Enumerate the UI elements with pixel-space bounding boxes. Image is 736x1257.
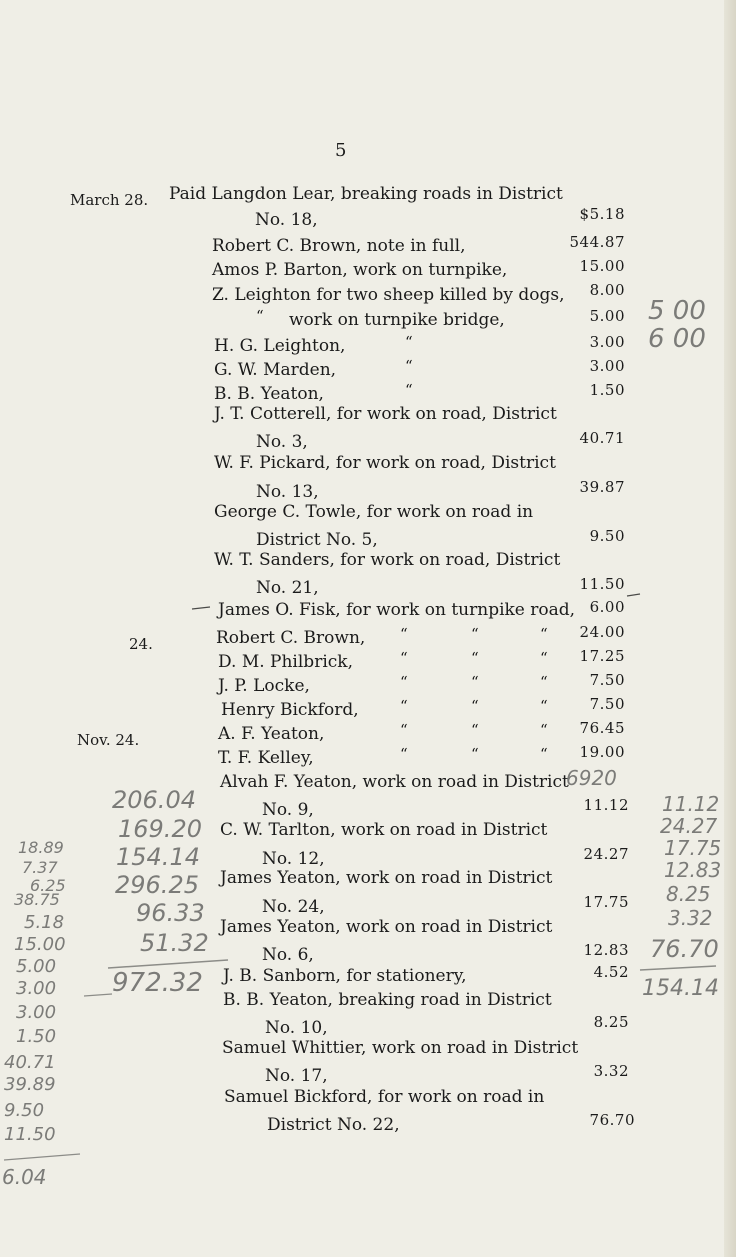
handwritten-margin: 3.32 [668, 906, 713, 930]
ditto-mark: “ [540, 745, 548, 763]
entry-text: Alvah F. Yeaton, work on road in District [220, 772, 569, 792]
ditto-mark: “ [471, 649, 479, 667]
entry-date: 24. [129, 635, 153, 653]
ditto-mark: “ [540, 721, 548, 739]
entry-continuation: No. 10, [265, 1018, 328, 1038]
entry-continuation: No. 13, [256, 482, 319, 502]
entry-amount: 40.71 [579, 429, 625, 447]
handwritten-margin: 3.00 [16, 978, 57, 999]
entry-amount: 3.00 [589, 357, 625, 375]
ditto-mark: “ [540, 697, 548, 715]
entry-amount: 76.45 [579, 719, 625, 737]
entry-continuation: District No. 22, [267, 1115, 400, 1135]
entry-amount: 11.12 [583, 796, 629, 814]
entry-text: James Yeaton, work on road in District [220, 917, 553, 937]
ditto-mark: “ [400, 649, 408, 667]
handwritten-sum: 169.20 [118, 815, 202, 843]
entry-amount: 8.00 [589, 281, 625, 299]
entry-text: Robert C. Brown, [216, 628, 366, 648]
entry-amount: 1.50 [589, 381, 625, 399]
ditto-mark: “ [471, 745, 479, 763]
ditto-mark: “ [400, 697, 408, 715]
entry-text: J. T. Cotterell, for work on road, District [214, 404, 557, 424]
ditto-mark: “ [471, 673, 479, 691]
handwritten-margin: 76.70 [650, 935, 719, 963]
entry-text: Robert C. Brown, note in full, [212, 236, 466, 256]
entry-continuation: No. 3, [256, 432, 308, 452]
payee-description: Langdon Lear, breaking roads in District [211, 184, 563, 204]
entry-amount: 17.25 [579, 647, 625, 665]
entry-continuation: No. 24, [262, 897, 325, 917]
handwritten-margin: 15.00 [14, 934, 66, 955]
handwritten-margin: 1.50 [16, 1026, 57, 1047]
entry-amount: 19.00 [579, 743, 625, 761]
entry-text: H. G. Leighton, [214, 336, 346, 356]
entry-amount: $5.18 [579, 205, 625, 223]
entry-text: Z. Leighton for two sheep killed by dogs, [212, 285, 565, 305]
entry-amount: 5.00 [589, 307, 625, 325]
ditto-mark: “ [400, 673, 408, 691]
ditto-mark: “ [405, 357, 413, 375]
pencil-tick [192, 607, 210, 609]
ditto-mark: “ [405, 333, 413, 351]
ditto-mark: “ [400, 745, 408, 763]
handwritten-margin: 39.89 [4, 1074, 56, 1095]
entry-amount: 3.32 [593, 1062, 629, 1080]
ditto-mark: “ [471, 721, 479, 739]
entry-text: B. B. Yeaton, [214, 384, 324, 404]
handwritten-margin: 6.25 [30, 876, 66, 895]
handwritten-sum: 96.33 [136, 899, 205, 927]
handwritten-margin: 8.25 [666, 882, 711, 906]
entry-continuation: No. 6, [262, 945, 314, 965]
entry-continuation: No. 17, [265, 1066, 328, 1086]
paid-label: Paid [169, 184, 207, 204]
entry-text: Samuel Whittier, work on road in District [222, 1038, 579, 1058]
handwritten-margin: 5.18 [24, 912, 65, 933]
handwritten-margin: 9.50 [4, 1100, 45, 1121]
entry-text: A. F. Yeaton, [218, 724, 325, 744]
entry-amount: 39.87 [579, 478, 625, 496]
entry-text: work on turnpike bridge, [289, 310, 505, 330]
entry-text: W. F. Pickard, for work on road, District [214, 453, 556, 473]
entry-amount: 9.50 [589, 527, 625, 545]
entry-text: B. B. Yeaton, breaking road in District [223, 990, 552, 1010]
entry-text: T. F. Kelley, [218, 748, 314, 768]
handwritten-total: 972.32 [112, 968, 203, 998]
entry-amount: 8.25 [593, 1013, 629, 1031]
pencil-tick [627, 594, 640, 596]
handwritten-sum: 154.14 [116, 843, 200, 871]
handwritten-margin: 40.71 [4, 1052, 56, 1073]
handwritten-note: 6 00 [648, 324, 706, 354]
entry-text: W. T. Sanders, for work on road, District [214, 550, 561, 570]
handwritten-note: 5 00 [648, 296, 706, 326]
handwritten-margin: 12.83 [664, 858, 722, 882]
entry-amount: 12.83 [583, 941, 629, 959]
entry-text: G. W. Marden, [214, 360, 337, 380]
pencil-underline [84, 994, 112, 996]
handwritten-margin: 24.27 [660, 814, 718, 838]
handwritten-margin: 7.37 [22, 858, 58, 877]
handwritten-margin: 18.89 [18, 838, 64, 857]
entry-text: Samuel Bickford, for work on road in [224, 1087, 545, 1107]
entry-date: Nov. 24. [77, 731, 140, 749]
entry-amount: 15.00 [579, 257, 625, 275]
entry-amount: 6.00 [589, 598, 625, 616]
entry-amount: 7.50 [589, 671, 625, 689]
handwritten-sum: 206.04 [112, 786, 196, 814]
handwritten-margin: 5.00 [16, 956, 57, 977]
ditto-mark: “ [256, 307, 264, 325]
pencil-underline [108, 960, 228, 968]
entry-amount: 4.52 [593, 963, 629, 981]
handwritten-note: 6920 [566, 766, 617, 790]
entry-text: C. W. Tarlton, work on road in District [220, 820, 548, 840]
page-number: 5 [335, 140, 347, 161]
entry-text: D. M. Philbrick, [218, 652, 353, 672]
handwritten-margin: 17.75 [664, 836, 722, 860]
ditto-mark: “ [400, 721, 408, 739]
entry-text: Amos P. Barton, work on turnpike, [212, 260, 508, 280]
entry-text: J. B. Sanborn, for stationery, [223, 966, 467, 986]
entry-text: George C. Towle, for work on road in [214, 502, 534, 522]
entry-continuation: No. 9, [262, 800, 314, 820]
entry-amount: 24.00 [579, 623, 625, 641]
entry-amount: 7.50 [589, 695, 625, 713]
ditto-mark: “ [540, 673, 548, 691]
entry-date: March 28. [70, 191, 149, 209]
entry-amount: 24.27 [583, 845, 629, 863]
entry-amount: 17.75 [583, 893, 629, 911]
ditto-mark: “ [540, 649, 548, 667]
entry-continuation: No. 12, [262, 849, 325, 869]
entry-amount: 76.70 [589, 1111, 635, 1129]
pencil-underline [640, 966, 716, 970]
entry-text: Henry Bickford, [221, 700, 359, 720]
entry-amount: 11.50 [579, 575, 625, 593]
entry-continuation: No. 18, [255, 210, 318, 230]
ditto-mark: “ [540, 625, 548, 643]
entry-continuation: No. 21, [256, 578, 319, 598]
handwritten-sum: 51.32 [140, 929, 209, 957]
entry-continuation: District No. 5, [256, 530, 378, 550]
handwritten-sum: 296.25 [115, 871, 199, 899]
pencil-underline [4, 1154, 80, 1160]
entry-amount: 3.00 [589, 333, 625, 351]
handwritten-margin: 11.12 [662, 792, 720, 816]
ditto-mark: “ [400, 625, 408, 643]
ditto-mark: “ [471, 697, 479, 715]
entry-text: J. P. Locke, [218, 676, 310, 696]
entry-text: James O. Fisk, for work on turnpike road, [218, 600, 576, 620]
handwritten-margin: 38.75 [14, 890, 60, 909]
ditto-mark: “ [471, 625, 479, 643]
handwritten-margin-total: 154.14 [642, 976, 719, 1001]
ditto-mark: “ [405, 381, 413, 399]
handwritten-margin-total: 6.04 [2, 1165, 47, 1189]
handwritten-margin: 11.50 [4, 1124, 56, 1145]
entry-amount: 544.87 [569, 233, 625, 251]
handwritten-margin: 3.00 [16, 1002, 57, 1023]
entry-text: James Yeaton, work on road in District [220, 868, 553, 888]
